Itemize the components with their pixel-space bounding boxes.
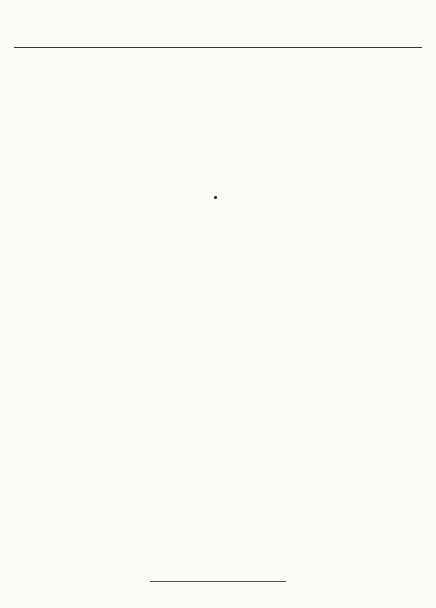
page-header [14, 8, 422, 24]
footnote-rule [150, 581, 286, 582]
header-rule [14, 47, 422, 48]
printer-dot [214, 196, 217, 199]
